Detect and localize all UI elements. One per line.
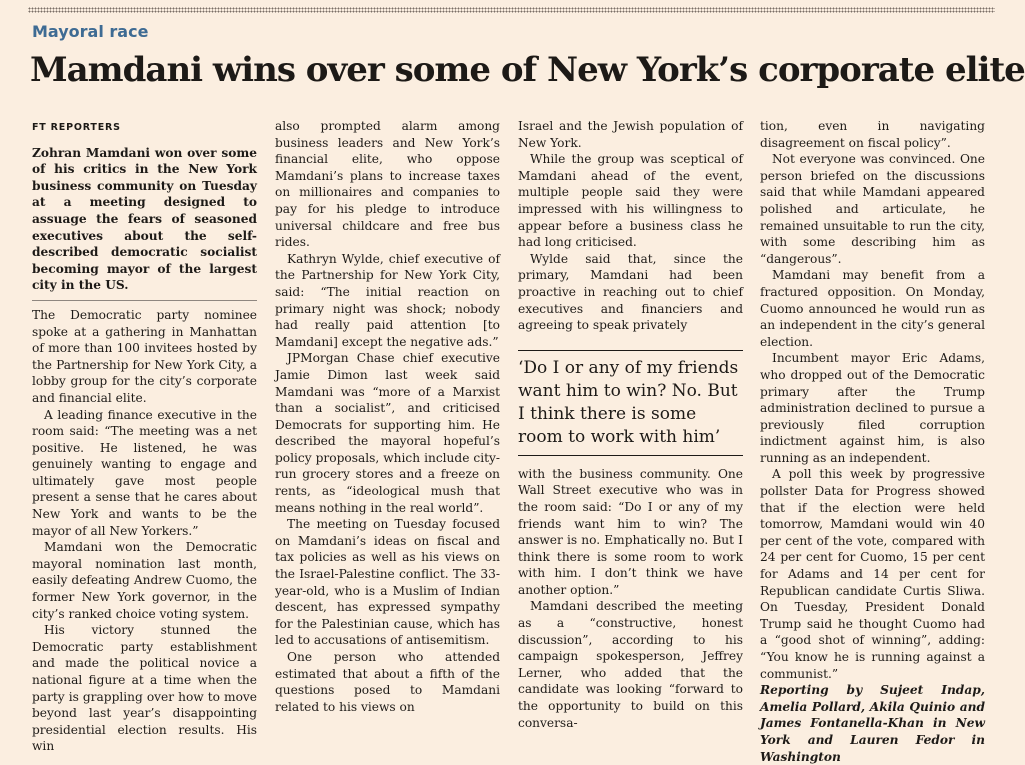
body-paragraph: with the business community. One Wall Street executive who was in the room said: “Do I or any of my friends want him to win? The answer is no. Emphatically no. But I think there is some room to work with him. I don’t think we have another option.” [518,466,743,597]
headline: Mamdani wins over some of New York’s corporate elite [30,50,1025,90]
column-1 [32,118,257,754]
body-paragraph: Not everyone was convinced. One person briefed on the discussions said that while Mamdani appeared polished and articulate, he remained unsuitable to run the city, with some describing him as “dangerous”. [760,152,985,266]
section-kicker: Mayoral race [32,22,149,41]
body-paragraph: tion, even in navigating disagreement on fiscal policy”. [760,119,985,150]
pull-quote-text: ‘Do I or any of my friends want him to win? No. But I think there is some room to work with him’ [518,357,739,447]
column-4 [760,118,985,764]
body-paragraph: Israel and the Jewish population of New York. [518,119,743,150]
body-paragraph: Mamdani may benefit from a fractured opposition. On Monday, Cuomo announced he would run as an independent in the city’s general election. [760,268,985,349]
body-paragraph: Incumbent mayor Eric Adams, who dropped out of the Democratic primary after the Trump administration declined to pursue a previously filed corruption indictment against him, is also running as an independent. [760,351,985,465]
body-paragraph: JPMorgan Chase chief executive Jamie Dimon last week said Mamdani was “more of a Marxist than a socialist”, and criticised Democrats for supporting him. He described the mayoral hopeful’s policy proposals, which include city-run grocery stores and a freeze on rents, as “ideological mush that means nothing in the real world”. [275,351,500,515]
pull-quote [518,350,743,456]
body-paragraph: A leading finance executive in the room said: “The meeting was a net positive. He listened, he was genuinely wanting to engage and ultimately gave most people present a sense that he cares about New York and wants to be the mayor of all New Yorkers.” [32,407,257,538]
reporting-credit: Reporting by Sujeet Indap, Amelia Pollard, Akila Quinio and James Fontanella-Khan in New York and Lauren Fedor in Washington [760,683,985,764]
body-paragraph: Mamdani described the meeting as a “constructive, honest discussion”, according to his campaign spokesperson, Jeffrey Lerner, who added that the candidate was looking “forward to the opportunity to build on this conversa- [518,599,743,730]
column-3 [518,118,743,730]
lede-divider [32,300,257,301]
body-paragraph: His victory stunned the Democratic party establishment and made the political novice a national figure at a time when the party is grappling over how to move beyond last year’s disappointing presidential election results. His win [32,623,257,754]
body-paragraph: Mamdani won the Democratic mayoral nomination last month, easily defeating Andrew Cuomo, the former New York governor, in the city’s ranked choice voting system. [32,540,257,621]
body-paragraph: Wylde said that, since the primary, Mamdani had been proactive in reaching out to chief executives and financiers and agreeing to speak privately [518,251,743,333]
column-2 [275,118,500,714]
lede-paragraph: Zohran Mamdani won over some of his critics in the New York business community on Tuesday at a meeting designed to assuage the fears of seasoned executives about the self-described democratic socialist becoming mayor of the largest city in the US. [32,145,257,293]
byline: FT REPORTERS [32,122,121,133]
body-paragraph: While the group was sceptical of Mamdani ahead of the event, multiple people said they were impressed with his willingness to appear before a business class he had long criticised. [518,152,743,250]
body-paragraph: The meeting on Tuesday focused on Mamdani’s ideas on fiscal and tax policies as well as his views on the Israel-Palestine conflict. The 33-year-old, who is a Muslim of Indian descent, has expressed sympathy for the Palestinian cause, which has led to accusations of antisemitism. [275,517,500,648]
body-paragraph: One person who attended estimated that about a fifth of the questions posed to Mamdani related to his views on [275,650,500,714]
body-paragraph: Kathryn Wylde, chief executive of the Partnership for New York City, said: “The initial reaction on primary night was shock; nobody had really paid attention [to Mamdani] except the negative ads.” [275,251,500,349]
body-paragraph: also prompted alarm among business leaders and New York’s financial elite, who oppose Mamdani’s plans to increase taxes on millionaires and companies to pay for his pledge to introduce universal childcare and free bus rides. [275,119,500,250]
top-dotted-rule [28,7,995,13]
body-paragraph: A poll this week by progressive pollster Data for Progress showed that if the election were held tomorrow, Mamdani would win 40 per cent of the vote, compared with 24 per cent for Cuomo, 15 per cent for Adams and 14 per cent for Republican candidate Curtis Sliwa. On Tuesday, President Donald Trump said he thought Cuomo had a “good shot of winning”, adding: “You know he is running against a communist.” [760,467,985,681]
pull-quote-rule-bottom [518,455,743,456]
body-paragraph: The Democratic party nominee spoke at a gathering in Manhattan of more than 100 invitees hosted by the Partnership for New York City, a lobby group for the city’s corporate and financial elite. [32,307,257,405]
